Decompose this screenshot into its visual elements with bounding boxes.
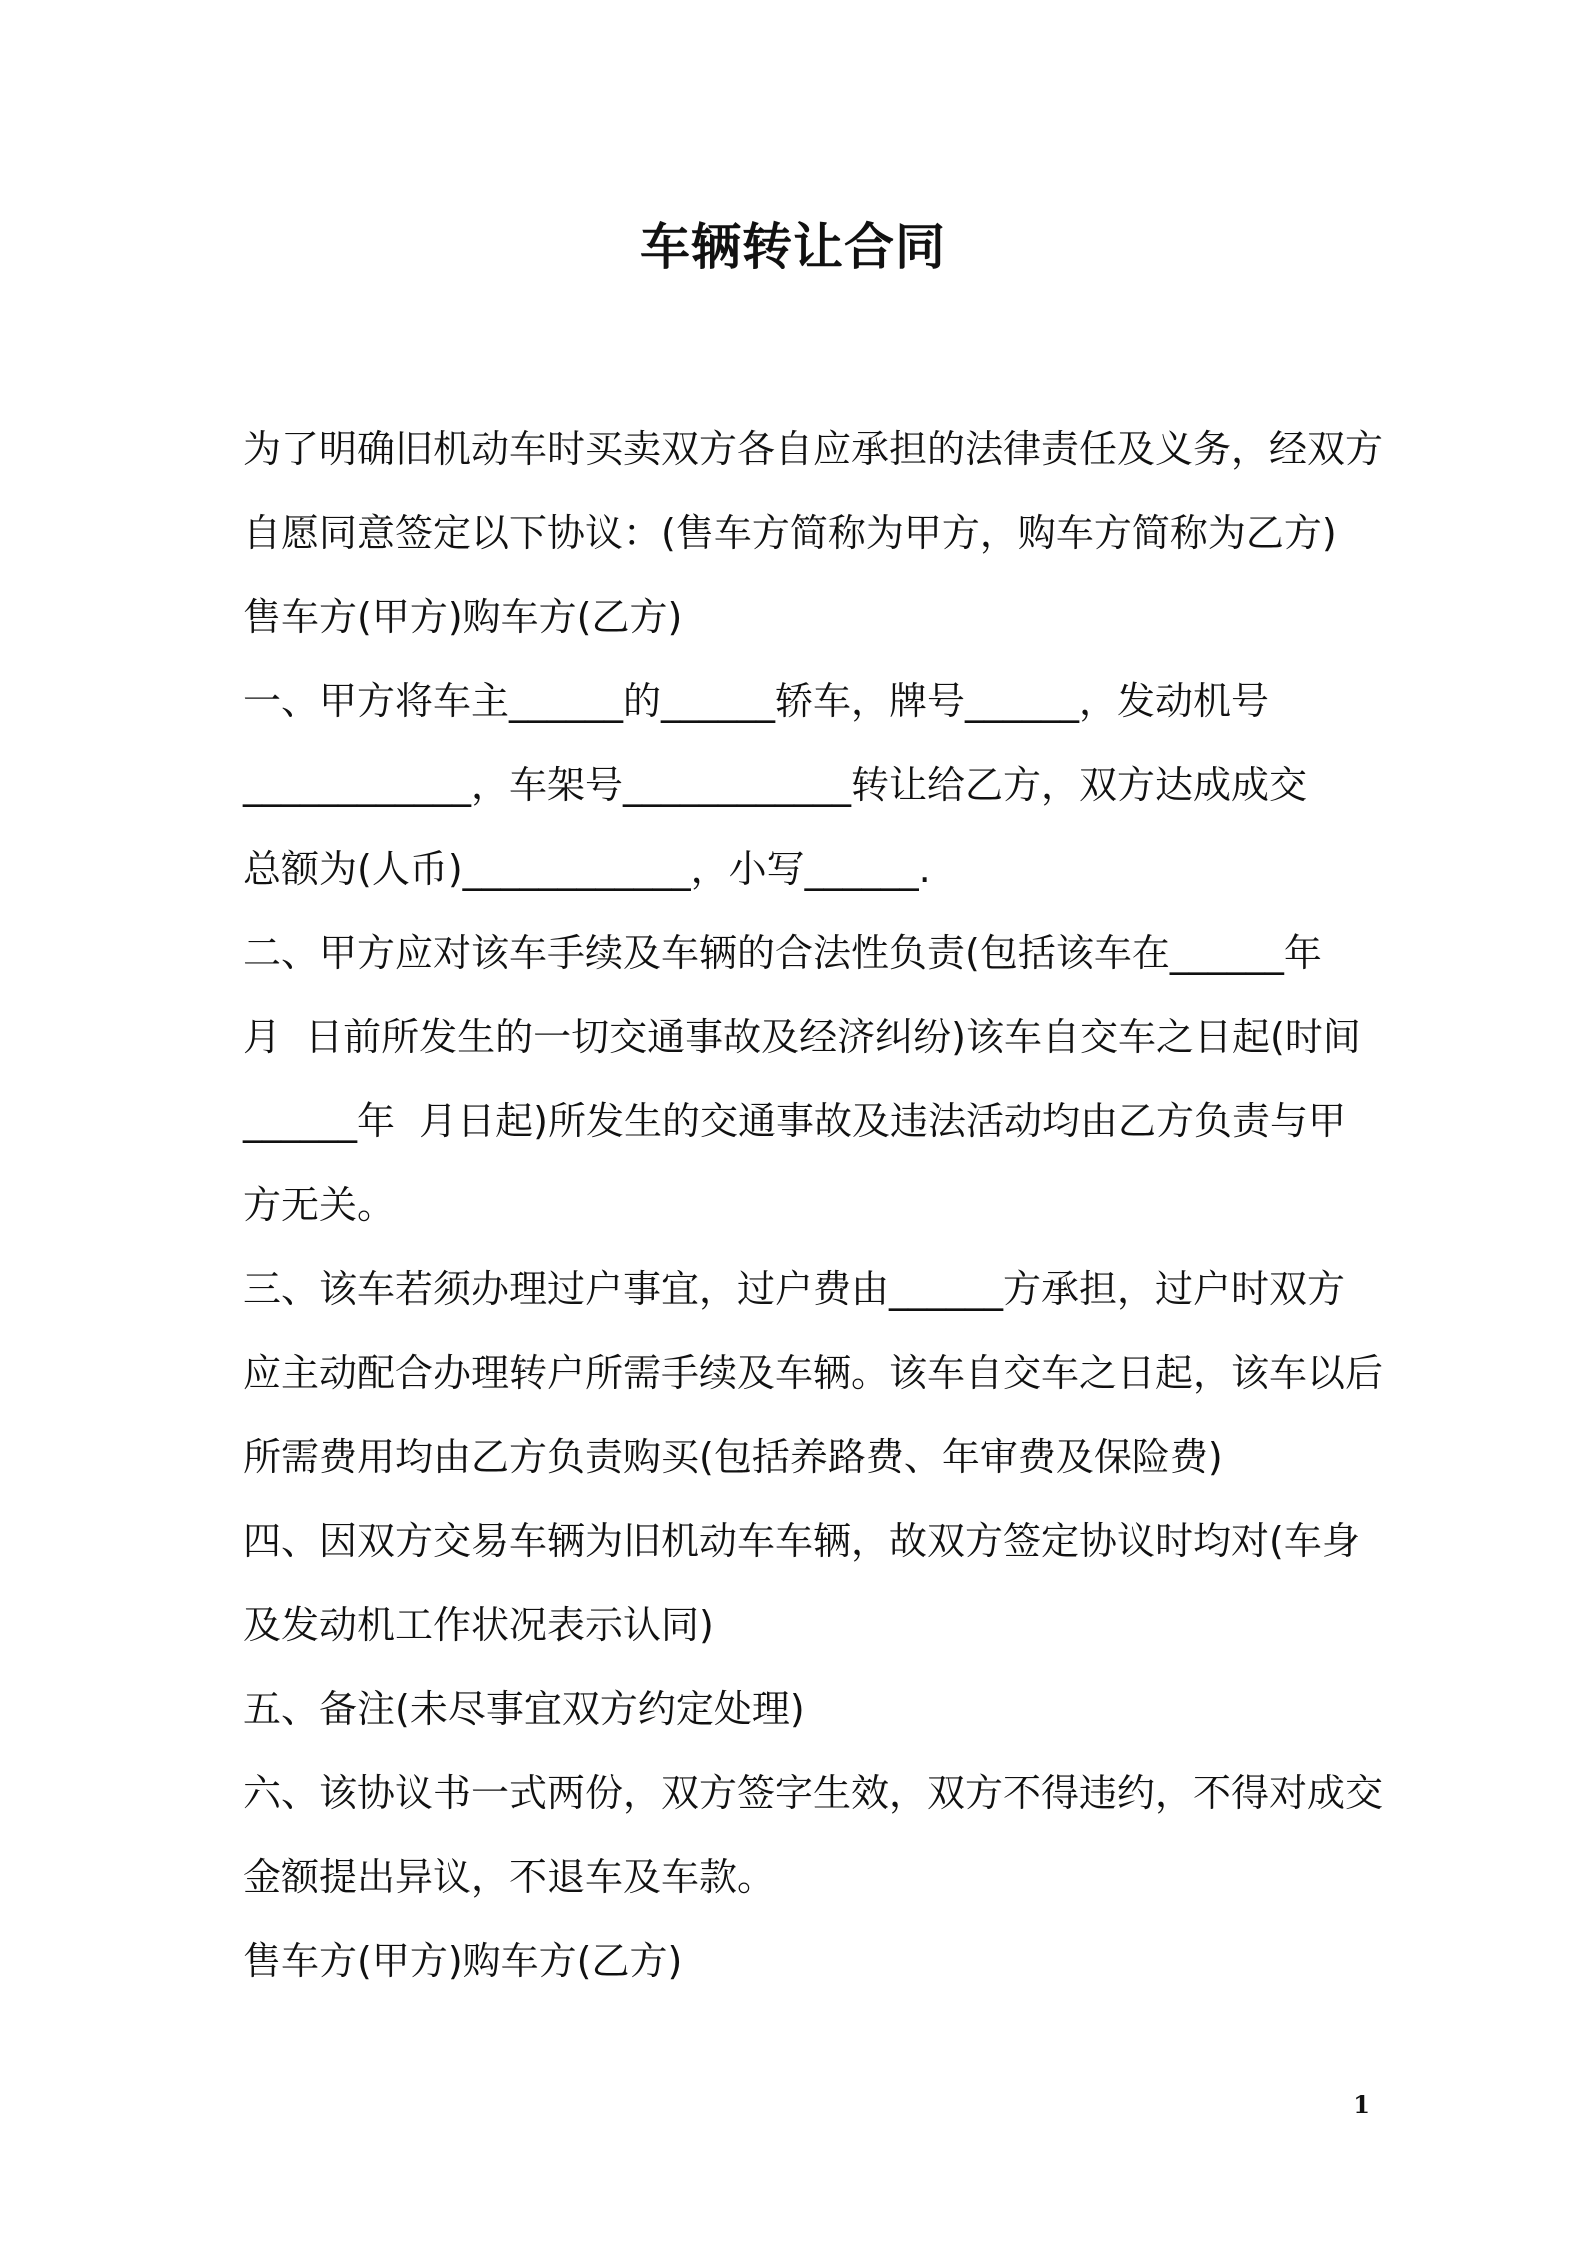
body-line: 金额提出异议，不退车及车款。 [243, 1855, 776, 1899]
body-line: 五、备注(未尽事宜双方约定处理) [243, 1687, 805, 1731]
body-line: 及发动机工作状况表示认同) [243, 1603, 714, 1647]
body-line: 所需费用均由乙方负责购买(包括养路费、年审费及保险费) [243, 1435, 1223, 1479]
body-line: 三、该车若须办理过户事宜，过户费由______方承担，过户时双方 [243, 1267, 1346, 1311]
body-line: 四、因双方交易车辆为旧机动车车辆，故双方签定协议时均对(车身 [243, 1519, 1360, 1563]
body-line: ____________，车架号____________转让给乙方，双方达成成交 [243, 763, 1308, 807]
body-line: 二、甲方应对该车手续及车辆的合法性负责(包括该车在______年 [243, 931, 1322, 975]
body-line: 售车方(甲方)购车方(乙方) [243, 1939, 683, 1983]
document-title: 车辆转让合同 [640, 218, 946, 276]
body-line: 售车方(甲方)购车方(乙方) [243, 595, 683, 639]
body-line: 应主动配合办理转户所需手续及车辆。该车自交车之日起，该车以后 [243, 1351, 1384, 1395]
page-number: 1 [1353, 2090, 1370, 2119]
body-line: 月 日前所发生的一切交通事故及经济纠纷)该车自交车之日起(时间 [243, 1015, 1361, 1059]
body-line: 为了明确旧机动车时买卖双方各自应承担的法律责任及义务，经双方 [243, 427, 1384, 471]
body-line: 一、甲方将车主______的______轿车，牌号______，发动机号 [243, 679, 1270, 723]
body-line: 六、该协议书一式两份，双方签字生效，双方不得违约，不得对成交 [243, 1771, 1384, 1815]
body-line: 方无关。 [243, 1183, 396, 1227]
contract-body [243, 407, 1384, 2003]
body-line: 自愿同意签定以下协议：(售车方简称为甲方，购车方简称为乙方) [243, 511, 1337, 555]
body-line: 总额为(人币)____________，小写______. [243, 847, 931, 891]
body-line: ______年 月日起)所发生的交通事故及违法活动均由乙方负责与甲 [243, 1099, 1346, 1143]
